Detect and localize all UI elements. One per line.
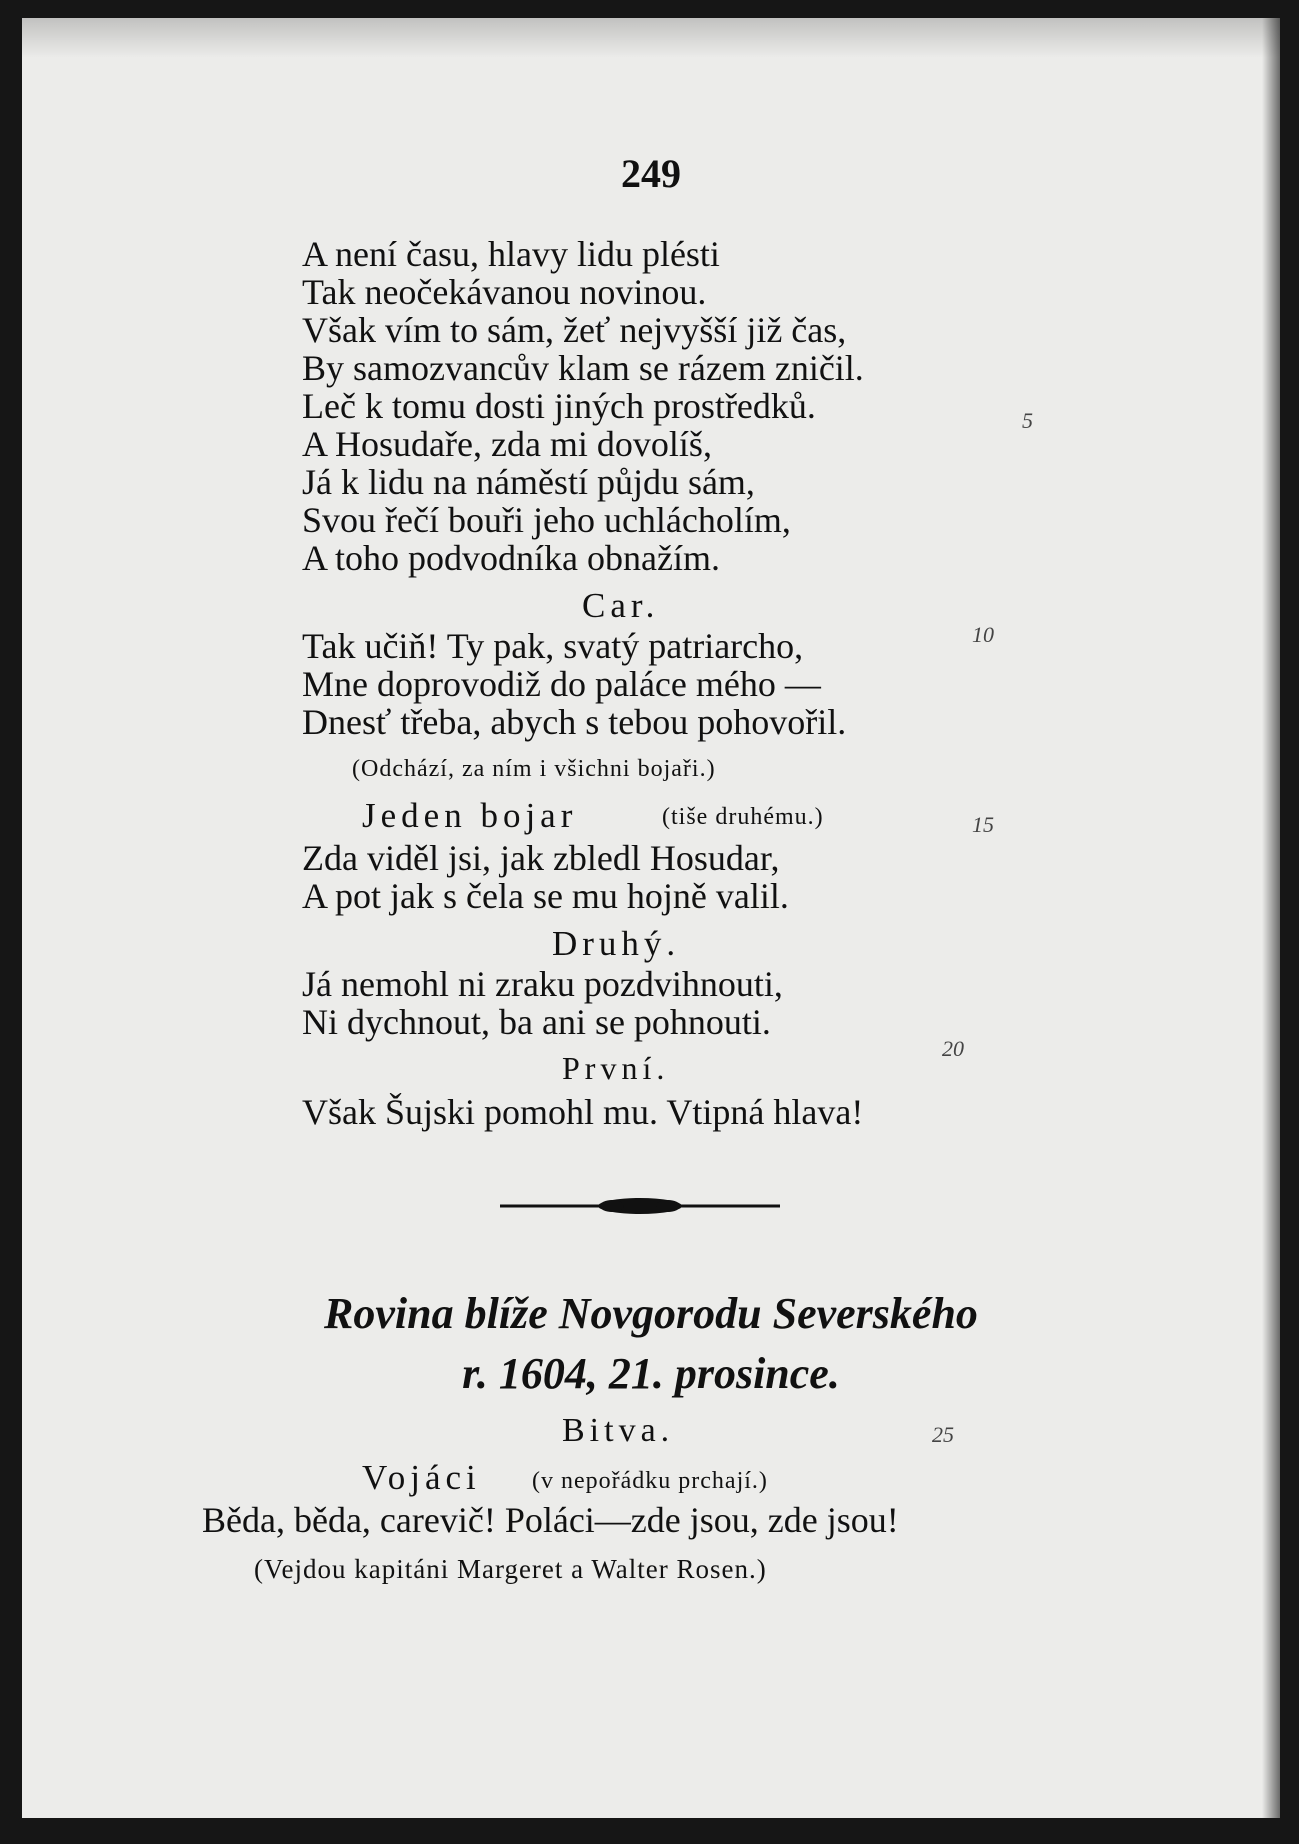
verse-line: A Hosudaře, zda mi dovolíš, xyxy=(302,424,712,464)
verse-line: Mne doprovodiž do paláce mého — xyxy=(302,664,821,704)
margin-line-number: 25 xyxy=(932,1422,954,1447)
verse-line: Svou řečí bouři jeho uchlácholím, xyxy=(302,500,791,540)
stage-direction: (Odchází, za ním i všichni bojaři.) xyxy=(352,756,716,782)
verse-line: Zda viděl jsi, jak zbledl Hosudar, xyxy=(302,838,780,878)
margin-line-number: 10 xyxy=(972,622,994,647)
verse-line: Dnesť třeba, abych s tebou pohovořil. xyxy=(302,702,847,742)
stage-direction: (v nepořádku prchají.) xyxy=(532,1468,768,1494)
scene-subtitle: Bitva. xyxy=(562,1412,675,1449)
verse-line: Tak učiň! Ty pak, svatý patriarcho, xyxy=(302,626,804,666)
verse-line: A toho podvodníka obnažím. xyxy=(302,538,720,578)
page-shadow-top xyxy=(22,18,1280,58)
divider-ornament xyxy=(500,1194,780,1218)
verse-line: Však vím to sám, žeť nejvyšší již čas, xyxy=(302,310,847,350)
verse-line: Leč k tomu dosti jiných prostředků. xyxy=(302,386,816,426)
page-shadow-right xyxy=(1262,18,1280,1818)
speaker-jeden-bojar: Jeden bojar xyxy=(362,796,578,835)
book-page xyxy=(22,18,1280,1818)
stage-direction: (tiše druhému.) xyxy=(662,804,824,830)
scene-title-line1: Rovina blíže Novgorodu Severského xyxy=(324,1289,978,1338)
verse-line: By samozvancův klam se rázem zničil. xyxy=(302,348,864,388)
verse-line: A není času, hlavy lidu plésti xyxy=(302,234,720,274)
speaker-prvni: První. xyxy=(562,1050,670,1086)
margin-line-number: 20 xyxy=(942,1036,964,1061)
stage-direction: (Vejdou kapitáni Margeret a Walter Rosen.) xyxy=(254,1554,767,1584)
speaker-druhy: Druhý. xyxy=(552,924,681,963)
verse-line: Však Šujski pomohl mu. Vtipná hlava! xyxy=(302,1092,864,1132)
scene-title-line2: r. 1604, 21. prosince. xyxy=(462,1349,840,1398)
verse-line: Já nemohl ni zraku pozdvihnouti, xyxy=(302,964,783,1004)
verse-line: Já k lidu na náměstí půjdu sám, xyxy=(302,462,755,502)
verse-line: Běda, běda, carevič! Poláci—zde jsou, zde jsou! xyxy=(202,1500,899,1540)
margin-line-number: 5 xyxy=(1022,408,1033,433)
verse-line: Tak neočekávanou novinou. xyxy=(302,272,707,312)
verse-line: Ni dychnout, ba ani se pohnouti. xyxy=(302,1002,771,1042)
verse-line: A pot jak s čela se mu hojně valil. xyxy=(302,876,789,916)
speaker-vojaci: Vojáci xyxy=(362,1458,481,1497)
page-number: 249 xyxy=(621,151,681,196)
speaker-car: Car. xyxy=(582,586,660,625)
margin-line-number: 15 xyxy=(972,812,994,837)
